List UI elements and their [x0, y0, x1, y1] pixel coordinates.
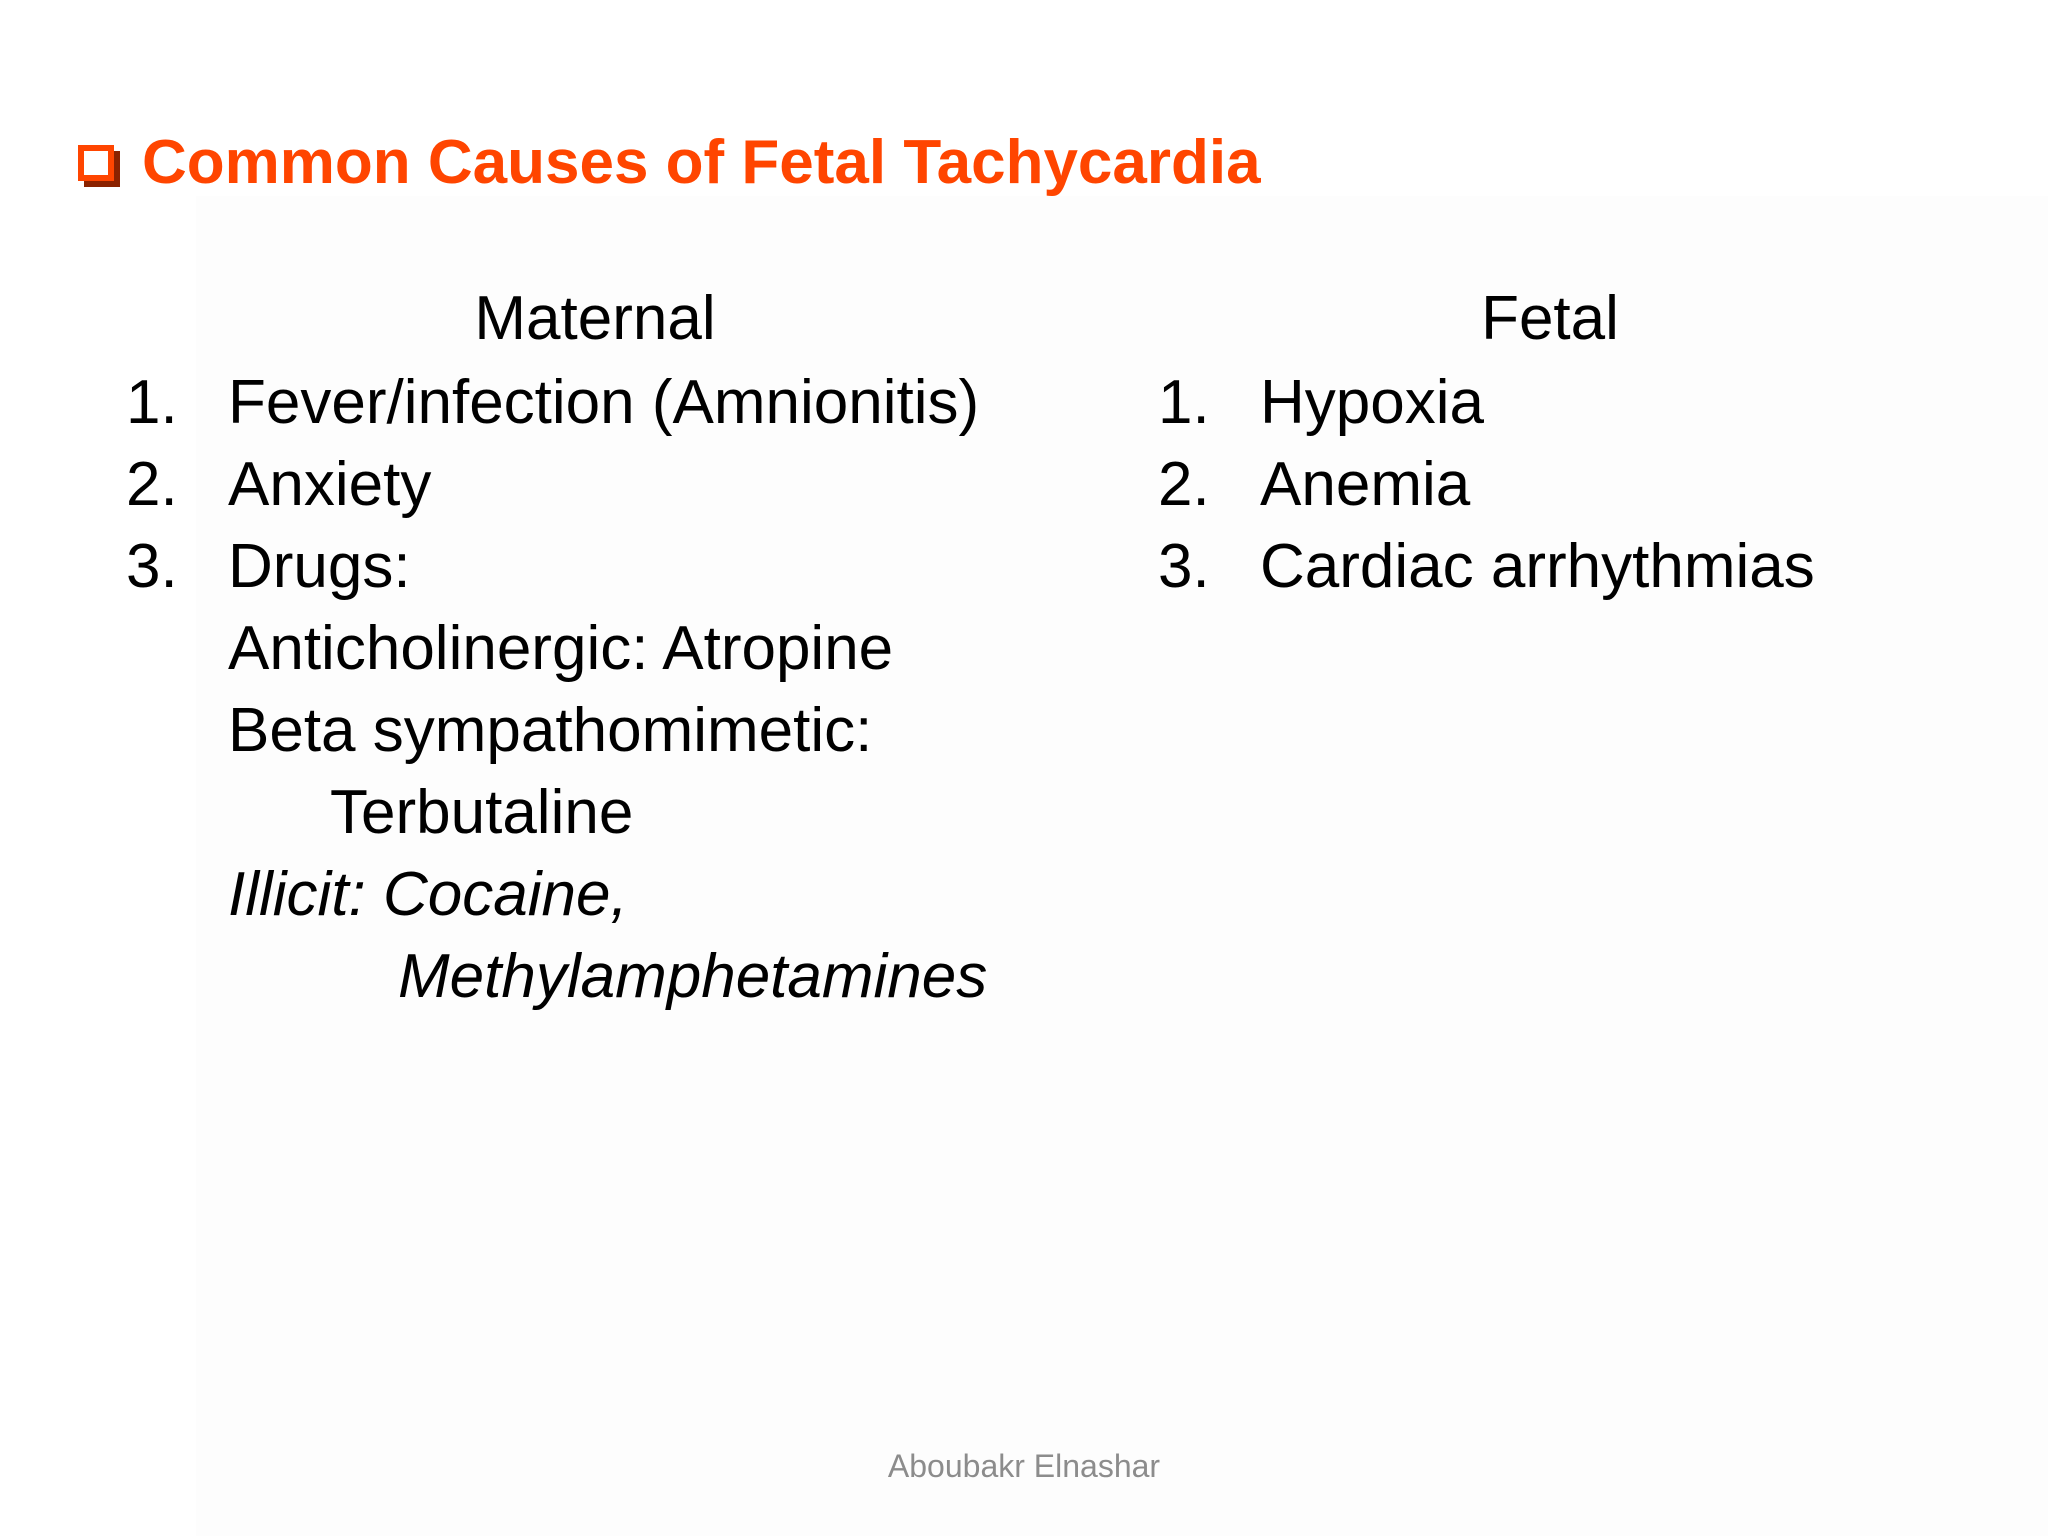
- fetal-heading: Fetal: [1481, 284, 1619, 353]
- drug-beta-sympathomimetic: Beta sympathomimetic:: [228, 696, 873, 765]
- fetal-item-2-text: Anemia: [1260, 450, 1471, 519]
- fetal-item-1-number: 1.: [1158, 368, 1210, 437]
- fetal-item-2-number: 2.: [1158, 450, 1210, 519]
- maternal-item-1-text: Fever/infection (Amnionitis): [228, 368, 980, 437]
- maternal-item-2-text: Anxiety: [228, 450, 432, 519]
- maternal-item-3-text: Drugs:: [228, 532, 411, 601]
- fetal-item-1-text: Hypoxia: [1260, 368, 1484, 437]
- drug-terbutaline: Terbutaline: [330, 778, 634, 847]
- footer-author: Aboubakr Elnashar: [887, 1448, 1161, 1484]
- maternal-item-1-number: 1.: [126, 368, 178, 437]
- slide-title: [78, 118, 1261, 208]
- fetal-item-3-number: 3.: [1158, 532, 1210, 601]
- maternal-heading: Maternal: [474, 284, 716, 353]
- square-bullet-icon: [78, 145, 114, 181]
- maternal-item-2-number: 2.: [126, 450, 178, 519]
- fetal-item-3-text: Cardiac arrhythmias: [1260, 532, 1815, 601]
- maternal-item-3-number: 3.: [126, 532, 178, 601]
- drug-illicit: Illicit: Cocaine,: [228, 860, 628, 929]
- drug-methylamphetamines: Methylamphetamines: [398, 942, 988, 1011]
- drug-anticholinergic: Anticholinergic: Atropine: [228, 614, 894, 683]
- slide-title-text: Common Causes of Fetal Tachycardia: [142, 128, 1261, 197]
